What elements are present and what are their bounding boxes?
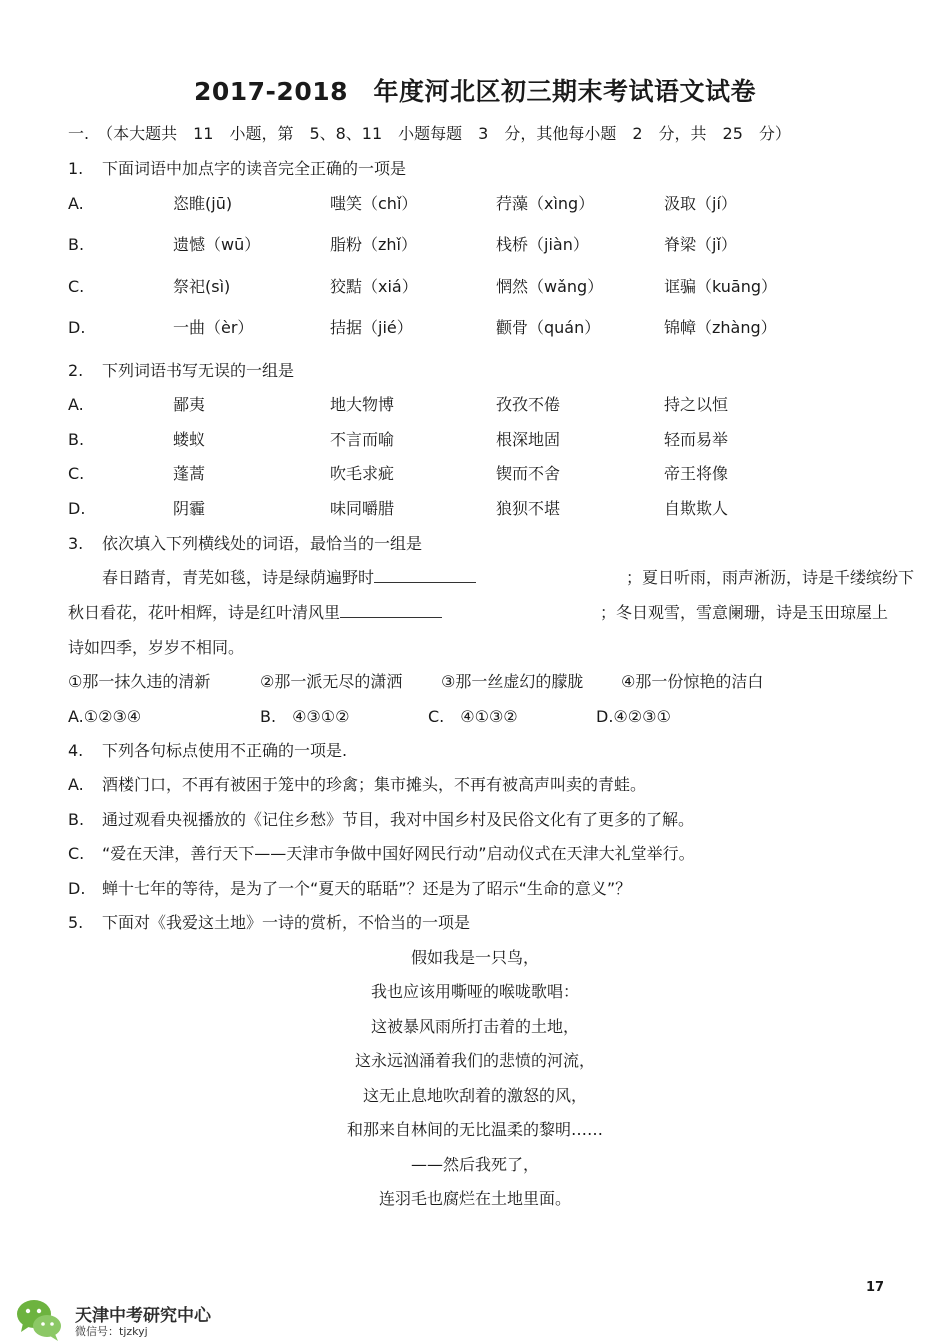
option-label: D. [68,318,86,337]
option-item: 恣睢(jū) [173,194,233,213]
option-item: 锲而不舍 [496,464,561,483]
option-item: 祭祀(sì) [173,277,231,296]
q1-option-a [68,192,737,216]
option-item: 脊梁（jǐ） [664,235,737,254]
poem-line: 假如我是一只鸟， [410,948,539,967]
option-label: B. [68,430,85,449]
option-item: 一曲（èr） [173,318,254,337]
poem-line: ——然后我死了， [410,1155,539,1174]
q3-passage-line-3: 诗如四季，岁岁不相同。 [68,638,245,657]
fill-blank [374,566,476,583]
q3-choices [68,670,764,694]
option-item: 惘然（wǎng） [496,277,604,296]
question-number: 2. [68,361,84,380]
choice-item: ①那一抹久违的清新 [68,672,211,691]
question-stem: 依次填入下列横线处的词语，最恰当的一组是 [102,534,423,553]
q4-option-a [68,773,646,797]
q2-option-c [68,462,729,486]
wechat-id: 微信号：tjzkyj [75,1325,148,1338]
passage-text: 秋日看花，花叶相辉，诗是红叶清风里 [68,603,341,622]
option-item: 根深地固 [496,430,561,449]
answer-option: A.①②③④ [68,707,142,726]
option-text: 酒楼门口，不再有被困于笼中的珍禽；集市摊头，不再有被高声叫卖的青蛙。 [102,775,647,794]
section-header: 一. （本大题共 11 小题，第 5、8、11 小题每题 3 分，其他每小题 2 分，共 25 分） [68,124,791,143]
option-label: B. [68,235,85,254]
passage-text: ；夏日听雨，雨声淅沥，诗是千缕缤纷下 [626,568,915,587]
question-stem: 下面词语中加点字的读音完全正确的一项是 [102,159,407,178]
option-item: 栈桥（jiàn） [496,235,589,254]
option-item: 阴霾 [173,499,206,518]
option-label: A. [68,395,84,414]
option-item: 持之以恒 [664,395,729,414]
q3-passage-line-1b [626,566,914,590]
option-item: 味同嚼腊 [330,499,395,518]
option-item: 蝼蚁 [173,430,206,449]
q4-option-c [68,842,695,866]
choice-item: ④那一份惊艳的洁白 [621,672,764,691]
option-item: 狼狈不堪 [496,499,561,518]
question-2 [68,359,294,383]
option-item: 汲取（jí） [664,194,737,213]
wechat-logo-icon [15,1296,63,1342]
question-stem: 下面对《我爱这土地》一诗的赏析，不恰当的一项是 [102,913,471,932]
q3-answers [68,705,671,729]
q2-option-d [68,497,729,521]
option-label: D. [68,499,86,518]
q1-option-d [68,316,777,340]
answer-option: B. ④③①② [260,707,350,726]
q2-option-b [68,428,729,452]
option-text: 通过观看央视播放的《记住乡愁》节目，我对中国乡村及民俗文化有了更多的了解。 [102,810,695,829]
q4-option-d [68,877,631,901]
option-label: C. [68,277,85,296]
option-item: 孜孜不倦 [496,395,561,414]
poem-line: 这无止息地吹刮着的激怒的风， [362,1086,587,1105]
option-item: 帝王将像 [664,464,729,483]
option-item: 诓骗（kuāng） [664,277,778,296]
question-1 [68,157,406,181]
question-number: 3. [68,534,84,553]
fill-blank [340,601,442,618]
option-item: 嗤笑（chǐ） [330,194,418,213]
poem-line: 连羽毛也腐烂在土地里面。 [378,1189,571,1208]
q3-passage-line-2 [68,601,442,625]
option-item: 地大物博 [330,395,395,414]
question-number: 5. [68,913,84,932]
option-item: 拮据（jié） [330,318,413,337]
answer-option: C. ④①③② [428,707,518,726]
question-stem: 下列各句标点使用不正确的一项是. [102,741,348,760]
passage-text: 春日踏青，青芜如毯，诗是绿荫遍野时 [102,568,375,587]
poem-line: 这被暴风雨所打击着的土地， [370,1017,579,1036]
option-item: 轻而易举 [664,430,729,449]
option-item: 脂粉（zhǐ） [330,235,417,254]
question-4 [68,739,347,763]
answer-option: D.④②③① [596,707,671,726]
q3-passage-line-1 [102,566,476,590]
option-item: 锦幛（zhàng） [664,318,777,337]
option-label: C. [68,464,85,483]
option-label: A. [68,194,84,213]
q2-option-a [68,393,729,417]
option-text: 蝉十七年的等待，是为了一个“夏天的聒聒”？还是为了昭示“生命的意义”？ [102,879,632,898]
option-item: 不言而喻 [330,430,395,449]
option-item: 荇藻（xìng） [496,194,595,213]
poem-line: 和那来自林间的无比温柔的黎明…… [346,1120,603,1139]
option-item: 自欺欺人 [664,499,729,518]
q1-option-c [68,275,778,299]
page-number: 17 [866,1280,885,1295]
question-5 [68,911,470,935]
option-item: 颧骨（quán） [496,318,601,337]
question-3 [68,532,422,556]
passage-text: ；冬日观雪，雪意阑珊，诗是玉田琼屋上 [600,603,889,622]
choice-item: ③那一丝虚幻的朦胧 [441,672,584,691]
option-item: 遗憾（wū） [173,235,261,254]
option-label: A. [68,775,84,794]
question-number: 4. [68,741,84,760]
poem-line: 我也应该用嘶哑的喉咙歌唱： [370,982,579,1001]
poem-line: 这永远汹涌着我们的悲愤的河流， [354,1051,595,1070]
option-item: 鄙夷 [173,395,206,414]
option-item: 蓬蒿 [173,464,206,483]
q1-option-b [68,233,737,257]
question-stem: 下列词语书写无误的一组是 [102,361,295,380]
option-item: 吹毛求疵 [330,464,395,483]
option-label: C. [68,844,85,863]
option-label: D. [68,879,86,898]
question-number: 1. [68,159,84,178]
choice-item: ②那一派无尽的潇洒 [260,672,403,691]
option-item: 狡黠（xiá） [330,277,418,296]
page-title: 2017-2018 年度河北区初三期末考试语文试卷 [193,77,757,106]
brand-name: 天津中考研究中心 [75,1306,211,1326]
q3-passage-line-2b [600,601,888,625]
option-label: B. [68,810,85,829]
q4-option-b [68,808,694,832]
option-text: “爱在天津，善行天下——天津市争做中国好网民行动”启动仪式在天津大礼堂举行。 [102,844,695,863]
